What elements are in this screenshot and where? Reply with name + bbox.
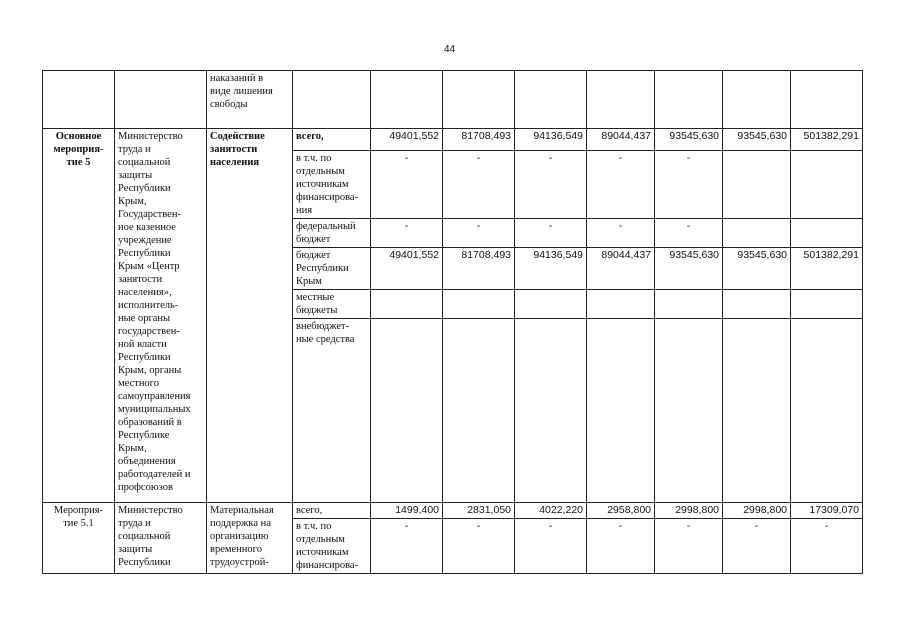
cell-executor-5-1: Министерство труда и социальной защиты Республики bbox=[115, 503, 207, 574]
cell-value: 2998,800 bbox=[655, 503, 723, 519]
cell-value: 49401,552 bbox=[371, 129, 443, 151]
cell-value: 89044,437 bbox=[587, 248, 655, 290]
cell-value bbox=[723, 219, 791, 248]
cell-value: 94136,549 bbox=[515, 248, 587, 290]
cell-value: - bbox=[515, 519, 587, 574]
cell-value: - bbox=[587, 151, 655, 219]
cell-value bbox=[587, 319, 655, 503]
cell-activity-empty bbox=[43, 71, 115, 129]
cell-value bbox=[587, 290, 655, 319]
cell-value bbox=[723, 319, 791, 503]
page-number: 44 bbox=[443, 44, 456, 55]
cell-name-5-1: Материальная поддержка на организацию временного трудоустрой- bbox=[207, 503, 293, 574]
cell-value: 4022,220 bbox=[515, 503, 587, 519]
cell-value: - bbox=[515, 151, 587, 219]
cell-value: 93545,630 bbox=[655, 248, 723, 290]
cell-value bbox=[371, 290, 443, 319]
cell-value: - bbox=[371, 151, 443, 219]
cell-value bbox=[443, 290, 515, 319]
cell-value: 501382,291 bbox=[791, 248, 863, 290]
cell-source: местные бюджеты bbox=[293, 290, 371, 319]
cell-value: 93545,630 bbox=[655, 129, 723, 151]
cell-value bbox=[723, 290, 791, 319]
cell-value: 17309,070 bbox=[791, 503, 863, 519]
cell-source: в т.ч. по отдельным источникам финансирова- bbox=[293, 519, 371, 574]
cell-value: - bbox=[723, 519, 791, 574]
cell-value: - bbox=[587, 519, 655, 574]
cell-value bbox=[791, 219, 863, 248]
cell-value: 2831,050 bbox=[443, 503, 515, 519]
cell-value: 1499,400 bbox=[371, 503, 443, 519]
cell-value bbox=[723, 151, 791, 219]
cell-value: 501382,291 bbox=[791, 129, 863, 151]
cell-activity-5-1: Мероприя- тие 5.1 bbox=[43, 503, 115, 574]
cell-value: - bbox=[655, 151, 723, 219]
cell-value: 94136,549 bbox=[515, 129, 587, 151]
cell-value bbox=[655, 319, 723, 503]
cell-source: всего, bbox=[293, 129, 371, 151]
cell-value: 49401,552 bbox=[371, 248, 443, 290]
table-row-b51-total bbox=[43, 503, 863, 519]
cell-value bbox=[515, 290, 587, 319]
cell-value: - bbox=[443, 219, 515, 248]
cell-value: 93545,630 bbox=[723, 248, 791, 290]
cell-source: бюджет Республики Крым bbox=[293, 248, 371, 290]
table-row-b5-total bbox=[43, 129, 863, 151]
cell-source: в т.ч. по отдельным источникам финансирова- ния bbox=[293, 151, 371, 219]
table-row-continuation bbox=[43, 71, 863, 129]
cell-value bbox=[515, 319, 587, 503]
cell-value: - bbox=[587, 219, 655, 248]
cell-value bbox=[371, 319, 443, 503]
cell-value: - bbox=[443, 519, 515, 574]
cell-value: 81708,493 bbox=[443, 248, 515, 290]
budget-table bbox=[42, 70, 863, 574]
cell-continuation-text: наказаний в виде лишения свободы bbox=[207, 71, 293, 129]
cell-value: 89044,437 bbox=[587, 129, 655, 151]
cell-value: - bbox=[371, 219, 443, 248]
cell-value: - bbox=[655, 219, 723, 248]
cell-value bbox=[791, 151, 863, 219]
cell-source: внебюджет- ные средства bbox=[293, 319, 371, 503]
cell-value: 2998,800 bbox=[723, 503, 791, 519]
cell-activity-main-5: Основное мероприя- тие 5 bbox=[43, 129, 115, 503]
cell-source: всего, bbox=[293, 503, 371, 519]
cell-value bbox=[791, 290, 863, 319]
cell-executor-empty bbox=[115, 71, 207, 129]
cell-value: 2958,800 bbox=[587, 503, 655, 519]
cell-value: - bbox=[443, 151, 515, 219]
cell-value bbox=[655, 290, 723, 319]
cell-value bbox=[791, 319, 863, 503]
cell-value: - bbox=[655, 519, 723, 574]
cell-value: - bbox=[371, 519, 443, 574]
cell-source: федеральный бюджет bbox=[293, 219, 371, 248]
cell-value: 81708,493 bbox=[443, 129, 515, 151]
cell-executor-main-5: Министерство труда и социальной защиты Республики Крым, Государствен- ное казенное учреждение Республики Крым «Центр занятости населения», исполнитель- ные органы государствен- ной власти Республики Крым, органы местного самоуправления муниципальных образований в Республике Крым, объединения работодателей и профсоюзов bbox=[115, 129, 207, 503]
cell-value: - bbox=[515, 219, 587, 248]
cell-value: 93545,630 bbox=[723, 129, 791, 151]
cell-name-main-5: Содействие занятости населения bbox=[207, 129, 293, 503]
cell-value bbox=[443, 319, 515, 503]
cell-value: - bbox=[791, 519, 863, 574]
